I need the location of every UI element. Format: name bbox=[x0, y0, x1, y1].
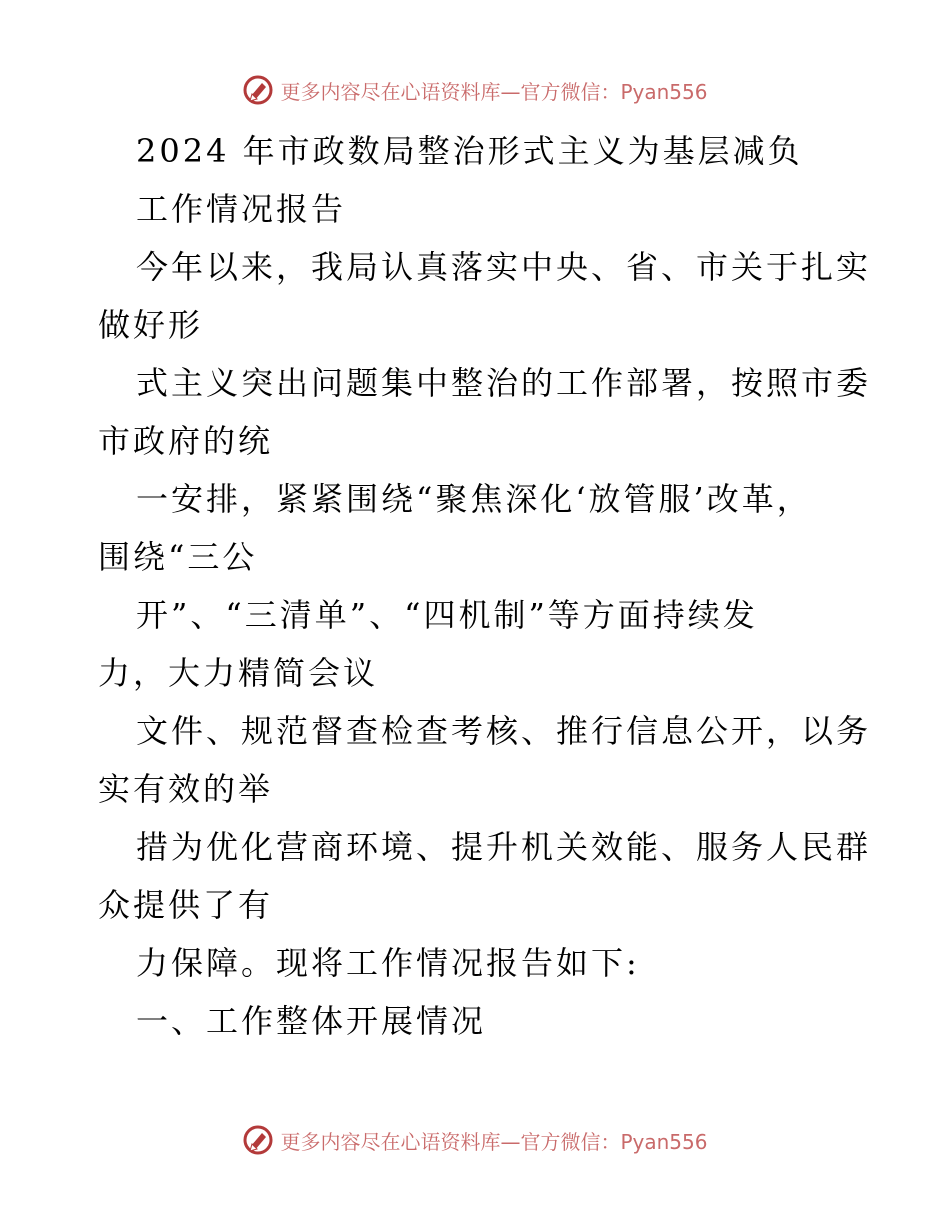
doc-title-line-2: 工作情况报告 bbox=[136, 190, 347, 228]
header-watermark bbox=[0, 70, 950, 110]
pen-nib-logo-icon bbox=[242, 1124, 274, 1156]
paragraph-line: 众提供了有 bbox=[98, 886, 274, 924]
paragraph-line: 一安排，紧紧围绕“聚焦深化‘放管服’改革， bbox=[136, 480, 812, 518]
footer-watermark-text: 更多内容尽在心语资料库—官方微信：Pyan556 bbox=[280, 1129, 708, 1154]
paragraph-line: 今年以来，我局认真落实中央、省、市关于扎实 bbox=[136, 248, 872, 286]
pen-nib-logo-icon bbox=[242, 74, 274, 106]
paragraph-line: 围绕“三公 bbox=[98, 538, 258, 576]
paragraph-line: 开”、“三清单”、“四机制”等方面持续发 bbox=[136, 596, 758, 634]
paragraph-line: 式主义突出问题集中整治的工作部署，按照市委 bbox=[136, 364, 872, 402]
doc-title-line-1: 2024 年市政数局整治形式主义为基层减负 bbox=[136, 132, 803, 170]
paragraph-line: 文件、规范督查检查考核、推行信息公开，以务 bbox=[136, 712, 872, 750]
paragraph-line: 实有效的举 bbox=[98, 770, 274, 808]
paragraph-line: 措为优化营商环境、提升机关效能、服务人民群 bbox=[136, 828, 872, 866]
paragraph-line: 市政府的统 bbox=[98, 422, 274, 460]
header-watermark-text: 更多内容尽在心语资料库—官方微信：Pyan556 bbox=[280, 79, 708, 104]
document-body bbox=[98, 122, 872, 1050]
footer-watermark bbox=[0, 1120, 950, 1160]
section-heading: 一、工作整体开展情况 bbox=[136, 1002, 487, 1040]
paragraph-line: 力，大力精简会议 bbox=[98, 654, 379, 692]
paragraph-line: 做好形 bbox=[98, 306, 204, 344]
paragraph-line: 力保障。现将工作情况报告如下: bbox=[136, 944, 640, 982]
